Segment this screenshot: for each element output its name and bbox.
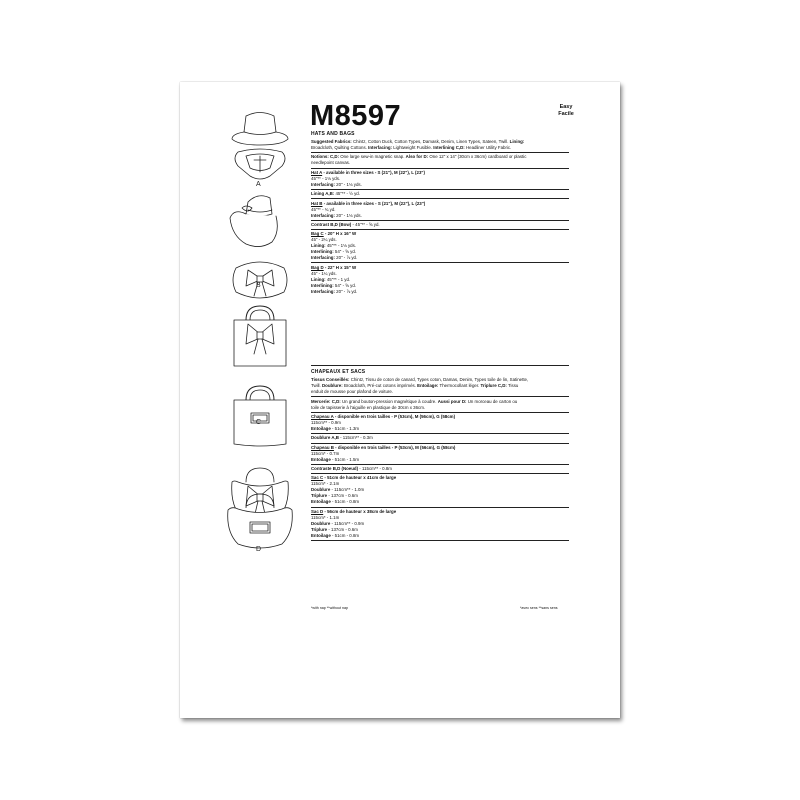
chapeau-b-entoilage: Entoilage - 51cm - 1.5m [311,456,360,462]
sac-d-doublure: Doublure - 115cm** - 0.9m [311,520,365,526]
divider [311,198,569,199]
divider [311,412,569,413]
bag-d-fabric: 45" - 1¼ yds. [311,270,337,276]
bag-d-window-drawing-art [220,492,300,552]
french-yardage-section [311,364,569,542]
hat-a-interfacing: Interfacing: 20" - 1⅛ yds. [311,181,362,187]
bag-c-drawing [234,386,286,446]
divider [311,168,569,169]
pattern-envelope-back [180,82,620,718]
divider [311,189,569,190]
bag-c-title: Bag C - 20" H x 16" W [311,231,357,237]
sac-d-entoilage: Entoilage - 51cm - 0.8m [311,532,360,538]
divider [311,365,569,366]
bag-c-interlining: Interlining: 54" - ⅝ yd. [311,249,356,255]
english-yardage-section [311,131,569,295]
pattern-number: M8597 [310,100,402,132]
chapeau-a-entoilage: Entoilage - 51cm - 1.3m [311,425,360,431]
footnote-french: *avec sens **sans sens [520,606,558,610]
hat-a-title: Hat A - available in three sizes - S (21"), M (22"), L (23") [311,169,425,175]
view-label-b: B [256,282,261,289]
divider [311,262,569,263]
level-english: Easy [559,104,573,110]
bag-d-title: Bag D - 22" H x 15" W [311,264,357,270]
mercerie-line1: Mercerie: C,D: Un grand bouton-pression magnétique à coudre. Aussi pour D: Un morceau de carton ou [311,398,518,404]
bag-d-lining: Lining: 45"** - 1 yd. [311,276,351,282]
bag-c-interfacing: Interfacing: 20" - ⅞ yd. [311,255,358,261]
tissus-line1: Tissus Conseillés: Chintz, Tissu de coton de canard, Types coton, Damas, Denim, Types toile de lin, Satinette, [311,377,529,383]
suggested-fabrics-line1: Suggested Fabrics: Chintz, Cotton Duck, Cotton Types, Damask, Denim, Linen Types, Sateen, Twill. Lining: [311,139,525,144]
bag-c-fabric: 45" - 2¼ yds. [311,237,337,243]
sac-d-title: Sac D - 56cm de hauteur x 38cm de large [311,508,397,514]
lining-ab: Lining A,B: 45"** - ½ yd. [311,191,360,197]
divider [311,152,569,153]
sac-d-fabric: 115cm* - 1.1m [311,514,340,520]
difficulty-level [552,104,580,118]
contrast-bd: Contrast B,D (Bow) - 45"** - ⅝ yd. [311,221,380,227]
sac-c-title: Sac C - 51cm de hauteur x 41cm de large [311,475,397,481]
hat-b-title: Hat B - available in three sizes - S (21"), M (22"), L (23") [311,200,426,206]
hat-b-side-drawing [230,196,277,247]
sac-c-doublure: Doublure - 115cm** - 1.0m [311,487,365,493]
hat-a-back-drawing [235,149,285,179]
chapeau-b-title: Chapeau B - disponible en trois tailles - P (53cm), M (56cm), G (58cm) [311,444,456,450]
bag-with-bow-drawing [234,306,286,366]
view-label-c: C [256,419,262,426]
notions-line1: Notions: C,D: One large sew-in magnetic snap. Also for D: One 12" x 14" (30cm x 36cm) cardboard or plastic [311,154,527,160]
tissus-line3: enduit de mousse pour plafond de voiture. [311,389,394,395]
tissus-line2: Twill. Doublure: Broadcloth, Pré-cut cotons imprimés. Entoilage: Thermocollant léger. Triplure C,D: Tissu [311,383,519,389]
divider [311,443,569,444]
english-heading: HATS AND BAGS [311,131,355,137]
mercerie-line2: toile de tapisserie à l'aiguille en plastique de 30cm x 36cm. [311,404,426,410]
hat-b-interfacing: Interfacing: 20" - 1⅛ yds. [311,212,362,218]
hat-a-front-drawing [232,113,288,146]
divider [311,396,569,397]
sac-c-fabric: 115cm* - 2.1m [311,481,340,487]
doublure-ab: Doublure A,B - 115cm** - 0.3m [311,435,373,441]
chapeau-a-title: Chapeau A - disponible en trois tailles - P (53cm), M (56cm), G (58cm) [311,413,456,419]
hat-b-back-drawing [233,262,287,298]
contraste-bd: Contraste B,D (Noeud) - 115cm** - 0.8m [311,466,392,472]
french-heading: CHAPEAUX ET SACS [311,369,366,376]
view-label-a: A [256,181,261,188]
sac-c-entoilage: Entoilage - 51cm - 0.8m [311,499,360,505]
suggested-fabrics-line2: Broadcloth, Quilting Cottons. Interfacing: Lightweight Fusible. Interlining C,D: Headliner Utility Fabric. [311,145,512,150]
divider [311,220,569,221]
level-french: Facile [558,111,574,117]
view-label-d: D [256,546,262,553]
chapeau-a-fabric: 115cm** - 0.9m [311,419,341,425]
divider [311,433,569,434]
divider [311,229,569,230]
divider [311,540,569,541]
divider [311,473,569,474]
view-illustrations [224,110,296,550]
footnote-english: *with nap **without nap [311,606,348,610]
divider [311,507,569,508]
hat-b-fabric: 45"** - ¾ yd. [311,206,336,212]
bag-d-interlining: Interlining: 54" - ⅝ yd. [311,282,356,288]
chapeau-b-fabric: 115cm* - 0.7m [311,450,340,456]
bag-d-interfacing: Interfacing: 20" - ⅞ yd. [311,288,358,294]
bag-c-lining: Lining: 45"** - 1⅛ yds. [311,243,356,249]
notions-line2: needlepoint canvas. [311,160,351,166]
hat-a-fabric: 45"** - 1⅛ yds. [311,175,341,181]
sac-c-triplure: Triplure - 137cm - 0.6m [311,493,358,499]
sac-d-triplure: Triplure - 137cm - 0.6m [311,526,358,532]
divider [311,464,569,465]
